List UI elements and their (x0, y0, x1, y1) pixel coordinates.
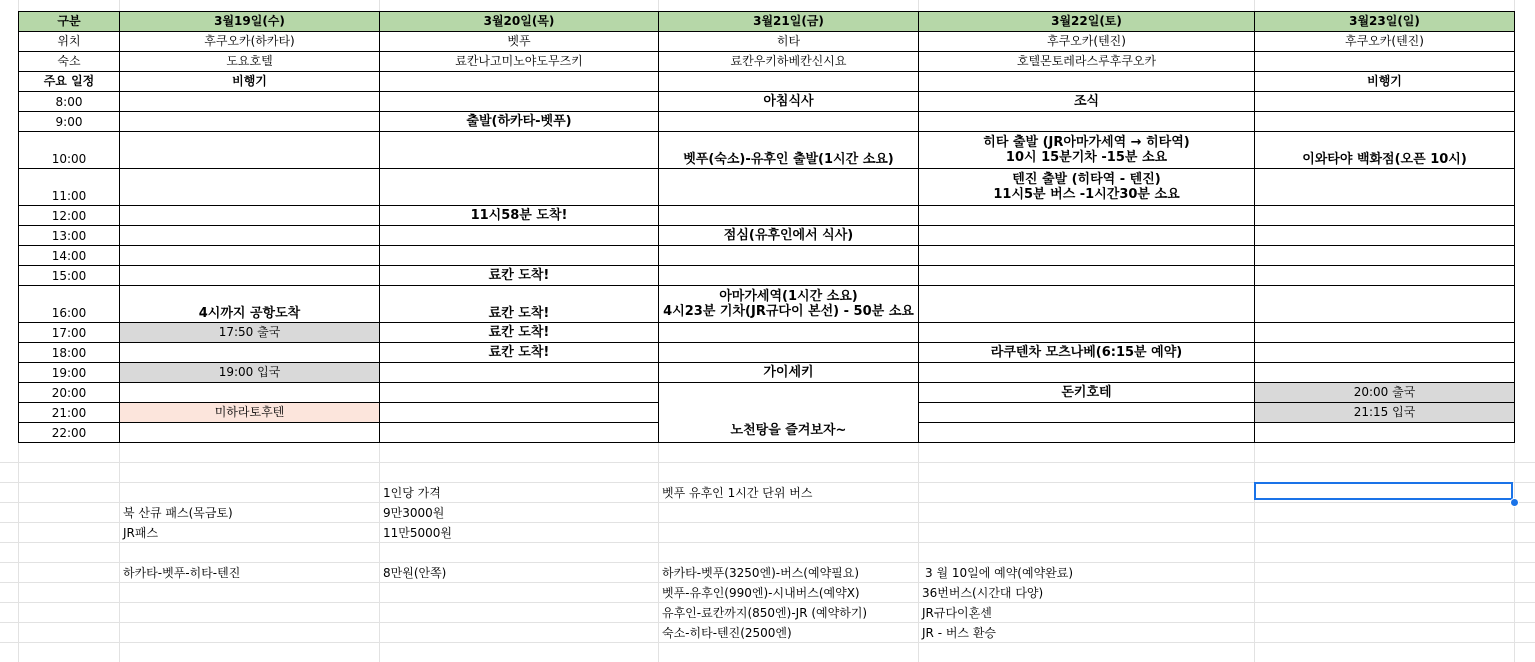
main-cell[interactable] (380, 72, 659, 92)
time-label[interactable]: 12:00 (19, 206, 120, 226)
cell[interactable] (659, 169, 919, 206)
main-cell[interactable]: 비행기 (120, 72, 380, 92)
cell[interactable] (659, 343, 919, 363)
cell[interactable] (120, 343, 380, 363)
row-label[interactable]: 주요 일정 (19, 72, 120, 92)
cell[interactable] (120, 169, 380, 206)
location-row (19, 32, 1515, 52)
cell[interactable] (1255, 169, 1515, 206)
header-row (19, 12, 1515, 32)
cell[interactable]: 라쿠텐차 모츠나베(6:15분 예약) (919, 343, 1255, 363)
gridline (0, 542, 1535, 543)
cell[interactable] (1255, 343, 1515, 363)
cell[interactable]: 료칸 도착! (380, 323, 659, 343)
cell[interactable] (380, 132, 659, 169)
cell[interactable] (120, 246, 380, 266)
cell[interactable]: 돈키호테 (919, 383, 1255, 403)
note-cell[interactable]: 북 산큐 패스(목금토) (123, 506, 233, 520)
main-row (19, 72, 1515, 92)
time-row (19, 226, 1515, 246)
cell[interactable] (120, 206, 380, 226)
time-row (19, 206, 1515, 226)
note-cell[interactable]: 벳푸-유후인(990엔)-시내버스(예약X) (662, 586, 860, 600)
cell-line: 아마가세역(1시간 소요) (719, 289, 858, 304)
cell[interactable] (380, 363, 659, 383)
cell[interactable] (1255, 226, 1515, 246)
cell[interactable] (380, 92, 659, 112)
note-cell[interactable]: 9만3000원 (383, 506, 445, 520)
cell[interactable]: 료칸 도착! (380, 266, 659, 286)
time-label[interactable]: 14:00 (19, 246, 120, 266)
note-cell[interactable]: 3 월 10일에 예약(예약완료) (925, 566, 1074, 580)
time-row (19, 112, 1515, 132)
note-cell[interactable]: JR - 버스 환승 (922, 626, 997, 640)
cell[interactable] (120, 226, 380, 246)
cell-line: 히타 출발 (JR아마가세역 → 히타역) (983, 135, 1190, 150)
row-label[interactable]: 숙소 (19, 52, 120, 72)
time-row (19, 246, 1515, 266)
time-label[interactable]: 10:00 (19, 132, 120, 169)
time-label[interactable]: 18:00 (19, 343, 120, 363)
note-cell[interactable]: 숙소-히타-텐진(2500엔) (662, 626, 792, 640)
cell[interactable] (120, 266, 380, 286)
cell[interactable] (659, 206, 919, 226)
cell[interactable] (919, 169, 1255, 206)
cell[interactable] (120, 112, 380, 132)
cell[interactable]: 점심(유후인에서 식사) (659, 226, 919, 246)
cell[interactable] (120, 132, 380, 169)
cell[interactable] (1255, 363, 1515, 383)
cell[interactable] (1255, 206, 1515, 226)
time-label[interactable]: 16:00 (19, 286, 120, 323)
cell[interactable] (659, 286, 919, 323)
main-cell[interactable]: 비행기 (1255, 72, 1515, 92)
lodging-row (19, 52, 1515, 72)
cell[interactable] (919, 226, 1255, 246)
time-label[interactable]: 22:00 (19, 423, 120, 443)
lodging-cell[interactable]: 도요호텔 (120, 52, 380, 72)
cell[interactable] (380, 383, 659, 403)
cell[interactable] (919, 286, 1255, 323)
cell-line: 11시5분 버스 -1시간30분 소요 (993, 187, 1180, 202)
cell[interactable] (1255, 286, 1515, 323)
cell-line: 4시23분 기차(JR규다이 본선) - 50분 소요 (663, 304, 914, 319)
cell[interactable]: 노천탕을 즐겨보자~ (659, 383, 919, 443)
time-row (19, 286, 1515, 323)
location-cell[interactable]: 후쿠오카(텐진) (919, 32, 1255, 52)
time-label[interactable]: 9:00 (19, 112, 120, 132)
time-row (19, 169, 1515, 206)
location-cell[interactable]: 후쿠오카(텐진) (1255, 32, 1515, 52)
time-row (19, 383, 1515, 403)
cell[interactable] (919, 266, 1255, 286)
note-cell[interactable]: 하카타-벳푸(3250엔)-버스(예약필요) (662, 566, 860, 580)
lodging-cell[interactable] (1255, 52, 1515, 72)
cell[interactable] (380, 226, 659, 246)
day-header[interactable]: 3월22일(토) (919, 12, 1255, 32)
lodging-cell[interactable]: 호텔몬토레라스루후쿠오카 (919, 52, 1255, 72)
cell[interactable] (659, 323, 919, 343)
cell[interactable] (380, 246, 659, 266)
cell[interactable] (659, 266, 919, 286)
time-label[interactable]: 13:00 (19, 226, 120, 246)
note-cell[interactable]: 유후인-료칸까지(850엔)-JR (예약하기) (662, 606, 868, 620)
cell[interactable]: 11시58분 도착! (380, 206, 659, 226)
cell[interactable] (919, 246, 1255, 266)
cell[interactable] (1255, 92, 1515, 112)
fill-handle[interactable] (1510, 498, 1519, 507)
lodging-cell[interactable]: 료칸나고미노야도무즈키 (380, 52, 659, 72)
time-row (19, 363, 1515, 383)
cell[interactable]: 출발(하카타-벳푸) (380, 112, 659, 132)
time-row (19, 266, 1515, 286)
time-label[interactable]: 8:00 (19, 92, 120, 112)
selected-cell[interactable] (1254, 482, 1513, 500)
cell[interactable] (919, 206, 1255, 226)
cell[interactable]: 가이세키 (659, 363, 919, 383)
cell[interactable]: 벳푸(숙소)-유후인 출발(1시간 소요) (659, 132, 919, 169)
cell[interactable]: 미하라토후텐 (120, 403, 380, 423)
cell[interactable]: 이와타야 백화점(오픈 10시) (1255, 132, 1515, 169)
cell[interactable] (919, 403, 1255, 423)
time-row (19, 323, 1515, 343)
note-cell[interactable]: 벳푸 유후인 1시간 단위 버스 (662, 486, 813, 500)
note-cell[interactable]: JR규다이혼센 (922, 606, 992, 620)
header-label[interactable]: 구분 (19, 12, 120, 32)
cell[interactable] (380, 403, 659, 423)
cell[interactable]: 20:00 출국 (1255, 383, 1515, 403)
time-label[interactable]: 20:00 (19, 383, 120, 403)
day-header[interactable]: 3월23일(일) (1255, 12, 1515, 32)
note-cell[interactable]: JR패스 (123, 526, 159, 540)
time-row (19, 92, 1515, 112)
location-cell[interactable]: 후쿠오카(하카타) (120, 32, 380, 52)
cell[interactable] (120, 383, 380, 403)
cell[interactable] (919, 363, 1255, 383)
cell[interactable]: 21:15 입국 (1255, 403, 1515, 423)
cell[interactable] (919, 132, 1255, 169)
note-cell[interactable]: 36번버스(시간대 다양) (922, 586, 1044, 600)
cell[interactable] (919, 423, 1255, 443)
cell[interactable] (919, 323, 1255, 343)
note-cell[interactable]: 1인당 가격 (383, 486, 441, 500)
time-row (19, 343, 1515, 363)
note-cell[interactable]: 8만원(안쪽) (383, 566, 447, 580)
time-label[interactable]: 15:00 (19, 266, 120, 286)
gridline (0, 462, 1535, 463)
main-cell[interactable] (659, 72, 919, 92)
cell[interactable] (659, 246, 919, 266)
cell[interactable]: 조식 (919, 92, 1255, 112)
cell[interactable] (1255, 423, 1515, 443)
cell[interactable] (120, 92, 380, 112)
cell[interactable]: 료칸 도착! (380, 343, 659, 363)
cell-line: 10시 15분기차 -15분 소요 (1005, 150, 1168, 165)
cell[interactable]: 17:50 출국 (120, 323, 380, 343)
cell[interactable] (659, 112, 919, 132)
time-label[interactable]: 17:00 (19, 323, 120, 343)
time-label[interactable]: 19:00 (19, 363, 120, 383)
note-cell[interactable]: 하카타-벳푸-히타-텐진 (123, 566, 241, 580)
day-header[interactable]: 3월20일(목) (380, 12, 659, 32)
cell[interactable] (1255, 266, 1515, 286)
cell[interactable] (380, 169, 659, 206)
day-header[interactable]: 3월21일(금) (659, 12, 919, 32)
lodging-cell[interactable]: 료칸우키하베칸신시요 (659, 52, 919, 72)
time-label[interactable]: 11:00 (19, 169, 120, 206)
cell[interactable]: 아침식사 (659, 92, 919, 112)
cell[interactable] (1255, 246, 1515, 266)
cell[interactable]: 4시까지 공항도착 (120, 286, 380, 323)
time-row (19, 132, 1515, 169)
cell[interactable]: 19:00 입국 (120, 363, 380, 383)
note-cell[interactable]: 11만5000원 (383, 526, 452, 540)
schedule-table (18, 11, 1515, 443)
row-label[interactable]: 위치 (19, 32, 120, 52)
location-cell[interactable]: 히타 (659, 32, 919, 52)
location-cell[interactable]: 벳푸 (380, 32, 659, 52)
day-header[interactable]: 3월19일(수) (120, 12, 380, 32)
time-label[interactable]: 21:00 (19, 403, 120, 423)
cell[interactable] (1255, 112, 1515, 132)
cell[interactable] (120, 423, 380, 443)
cell[interactable] (919, 112, 1255, 132)
main-cell[interactable] (919, 72, 1255, 92)
cell-line: 텐진 출발 (히타역 - 텐진) (1012, 172, 1161, 187)
cell[interactable] (380, 423, 659, 443)
cell[interactable] (1255, 323, 1515, 343)
cell[interactable]: 료칸 도착! (380, 286, 659, 323)
